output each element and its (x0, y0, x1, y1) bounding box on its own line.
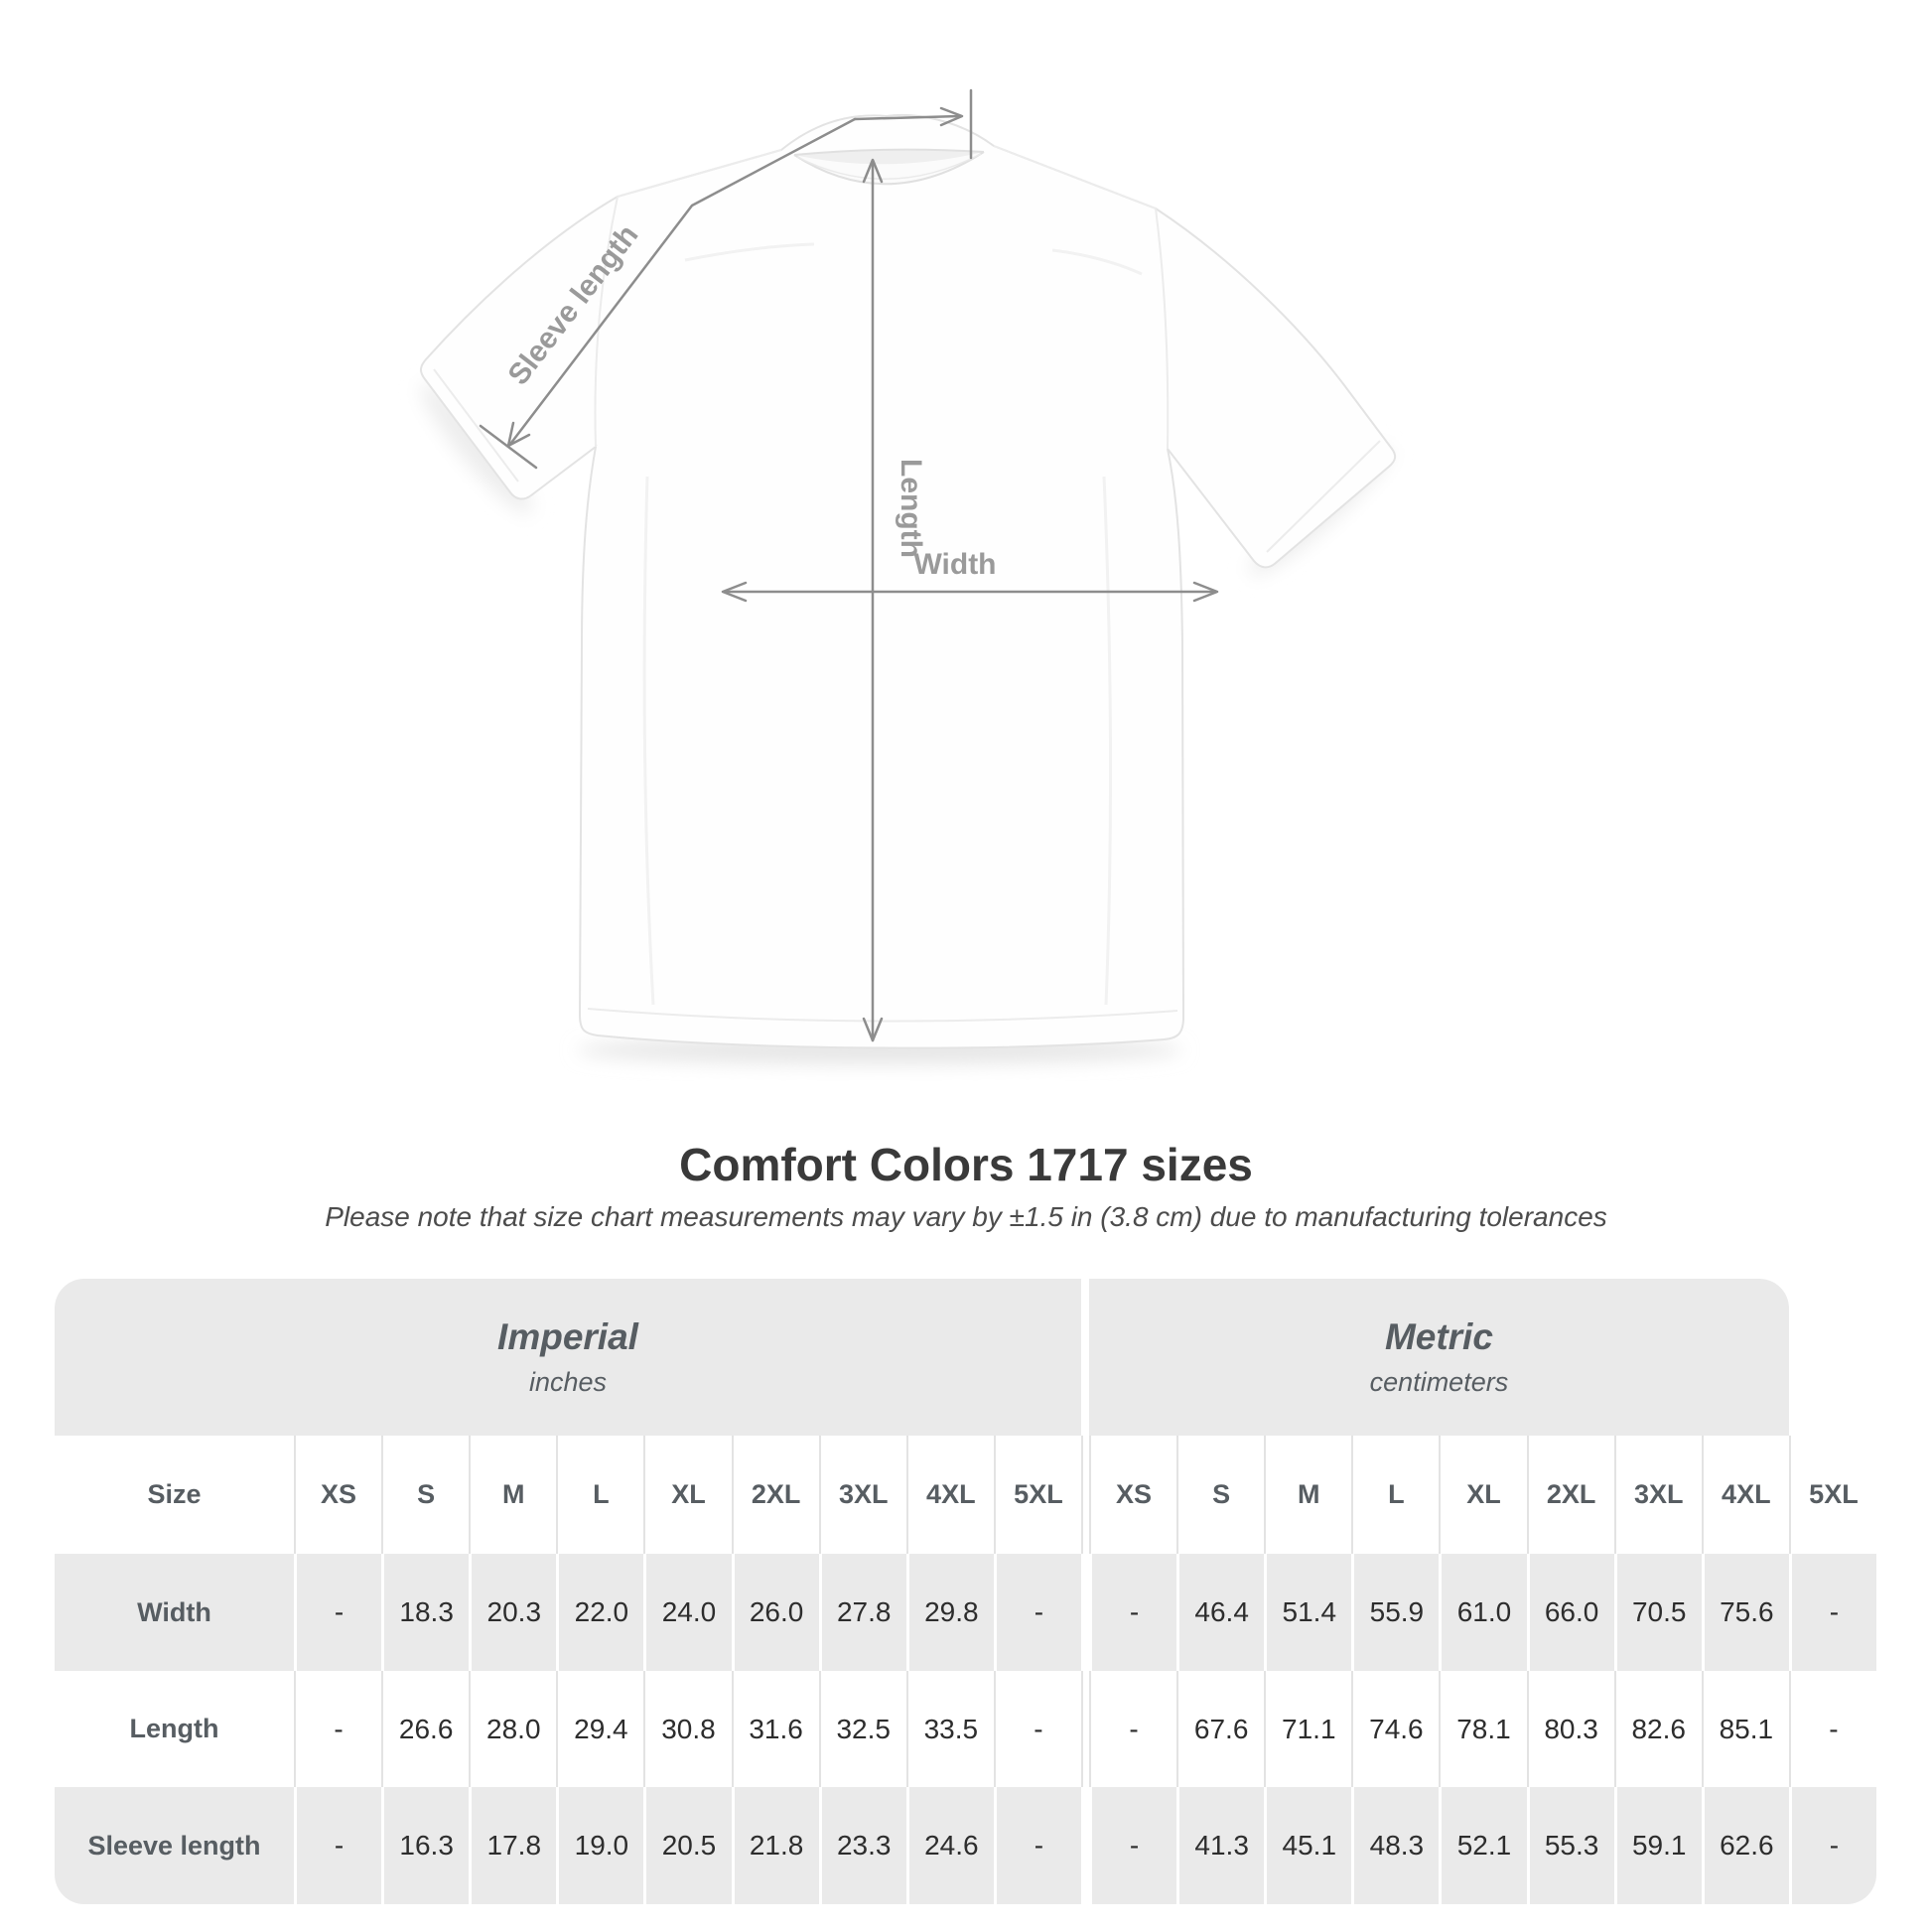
value-length-metric-3xl: 82.6 (1614, 1671, 1702, 1787)
value-length-metric-m: 71.1 (1264, 1671, 1351, 1787)
table-group-header (55, 1279, 1876, 1436)
value-length-imperial-xl: 30.8 (643, 1671, 731, 1787)
value-sleeve-length-metric-3xl: 59.1 (1614, 1787, 1702, 1904)
size-col-l-metric: L (1351, 1436, 1439, 1554)
value-length-metric-2xl: 80.3 (1527, 1671, 1614, 1787)
row-label: Length (129, 1714, 219, 1743)
value-length-metric-l: 74.6 (1351, 1671, 1439, 1787)
size-col-4xl-imperial: 4XL (906, 1436, 994, 1554)
size-col-5xl-metric: 5XL (1789, 1436, 1876, 1554)
page-subtitle: Please note that size chart measurements may vary by ±1.5 in (3.8 cm) due to manufacturing tolerances (325, 1201, 1607, 1232)
value-sleeve-length-imperial-l: 19.0 (556, 1787, 643, 1904)
width-label: Width (913, 548, 997, 581)
value-sleeve-length-metric-2xl: 55.3 (1527, 1787, 1614, 1904)
value-length-imperial-s: 26.6 (381, 1671, 469, 1787)
value-width-metric-5xl: - (1789, 1554, 1876, 1671)
value-length-imperial-5xl: - (994, 1671, 1081, 1787)
value-sleeve-length-metric-xs: - (1089, 1787, 1176, 1904)
metric-group-header (1089, 1279, 1789, 1436)
size-col-m-metric: M (1264, 1436, 1351, 1554)
size-col-3xl-metric: 3XL (1614, 1436, 1702, 1554)
value-sleeve-length-metric-s: 41.3 (1176, 1787, 1264, 1904)
value-width-metric-m: 51.4 (1264, 1554, 1351, 1671)
metric-unit-label: centimeters (1369, 1367, 1509, 1397)
value-length-metric-xl: 78.1 (1439, 1671, 1526, 1787)
value-width-imperial-xl: 24.0 (643, 1554, 731, 1671)
value-length-metric-5xl: - (1789, 1671, 1876, 1787)
table-row-width (55, 1554, 1876, 1671)
value-sleeve-length-imperial-xs: - (294, 1787, 381, 1904)
value-width-metric-3xl: 70.5 (1614, 1554, 1702, 1671)
value-width-metric-l: 55.9 (1351, 1554, 1439, 1671)
value-width-metric-xs: - (1089, 1554, 1176, 1671)
value-width-metric-s: 46.4 (1176, 1554, 1264, 1671)
value-sleeve-length-imperial-4xl: 24.6 (906, 1787, 994, 1904)
value-width-imperial-4xl: 29.8 (906, 1554, 994, 1671)
value-length-imperial-3xl: 32.5 (819, 1671, 906, 1787)
size-col-2xl-imperial: 2XL (732, 1436, 819, 1554)
value-sleeve-length-imperial-m: 17.8 (469, 1787, 556, 1904)
size-col-2xl-metric: 2XL (1527, 1436, 1614, 1554)
size-header-row (55, 1436, 1876, 1554)
value-sleeve-length-imperial-xl: 20.5 (643, 1787, 731, 1904)
size-col-xl-imperial: XL (643, 1436, 731, 1554)
value-sleeve-length-metric-l: 48.3 (1351, 1787, 1439, 1904)
row-label: Width (55, 1554, 294, 1671)
value-width-imperial-3xl: 27.8 (819, 1554, 906, 1671)
value-width-metric-4xl: 75.6 (1702, 1554, 1789, 1671)
size-col-l-imperial: L (556, 1436, 643, 1554)
value-sleeve-length-imperial-s: 16.3 (381, 1787, 469, 1904)
value-width-imperial-s: 18.3 (381, 1554, 469, 1671)
metric-label: Metric (1384, 1316, 1493, 1357)
value-length-imperial-xs: - (294, 1671, 381, 1787)
value-length-metric-4xl: 85.1 (1702, 1671, 1789, 1787)
value-sleeve-length-imperial-3xl: 23.3 (819, 1787, 906, 1904)
value-width-imperial-5xl: - (994, 1554, 1081, 1671)
sleeve-length-label: Sleeve length (501, 218, 645, 391)
value-length-metric-xs: - (1089, 1671, 1176, 1787)
group-divider (1081, 1436, 1089, 1554)
size-col-m-imperial: M (469, 1436, 556, 1554)
size-col-xs-imperial: XS (294, 1436, 381, 1554)
size-col-xs-metric: XS (1089, 1436, 1176, 1554)
group-divider (1081, 1787, 1089, 1904)
value-width-imperial-2xl: 26.0 (732, 1554, 819, 1671)
page-title: Comfort Colors 1717 sizes (679, 1139, 1253, 1190)
size-col-3xl-imperial: 3XL (819, 1436, 906, 1554)
size-col-s-metric: S (1176, 1436, 1264, 1554)
value-width-metric-2xl: 66.0 (1527, 1554, 1614, 1671)
table-row-length (55, 1671, 1876, 1787)
value-sleeve-length-metric-5xl: - (1789, 1787, 1876, 1904)
size-col-4xl-metric: 4XL (1702, 1436, 1789, 1554)
value-width-imperial-m: 20.3 (469, 1554, 556, 1671)
value-length-metric-s: 67.6 (1176, 1671, 1264, 1787)
imperial-label: Imperial (497, 1316, 638, 1357)
value-sleeve-length-imperial-5xl: - (994, 1787, 1081, 1904)
imperial-group-header (55, 1279, 1081, 1436)
size-header-label: Size (147, 1479, 202, 1509)
group-divider (1081, 1279, 1089, 1436)
value-length-imperial-m: 28.0 (469, 1671, 556, 1787)
value-length-imperial-l: 29.4 (556, 1671, 643, 1787)
size-col-5xl-imperial: 5XL (994, 1436, 1081, 1554)
value-width-metric-xl: 61.0 (1439, 1554, 1526, 1671)
tshirt-silhouette (421, 115, 1395, 1048)
size-col-s-imperial: S (381, 1436, 469, 1554)
imperial-unit-label: inches (528, 1367, 608, 1397)
size-col-xl-metric: XL (1439, 1436, 1526, 1554)
row-label: Sleeve length (55, 1787, 294, 1904)
value-sleeve-length-metric-4xl: 62.6 (1702, 1787, 1789, 1904)
value-length-imperial-4xl: 33.5 (906, 1671, 994, 1787)
value-sleeve-length-metric-xl: 52.1 (1439, 1787, 1526, 1904)
value-width-imperial-xs: - (294, 1554, 381, 1671)
group-divider (1081, 1554, 1089, 1671)
group-divider (1081, 1671, 1089, 1787)
value-sleeve-length-imperial-2xl: 21.8 (732, 1787, 819, 1904)
value-sleeve-length-metric-m: 45.1 (1264, 1787, 1351, 1904)
value-width-imperial-l: 22.0 (556, 1554, 643, 1671)
value-length-imperial-2xl: 31.6 (732, 1671, 819, 1787)
length-label: Length (895, 459, 927, 558)
table-row-sleeve-length (55, 1787, 1876, 1904)
